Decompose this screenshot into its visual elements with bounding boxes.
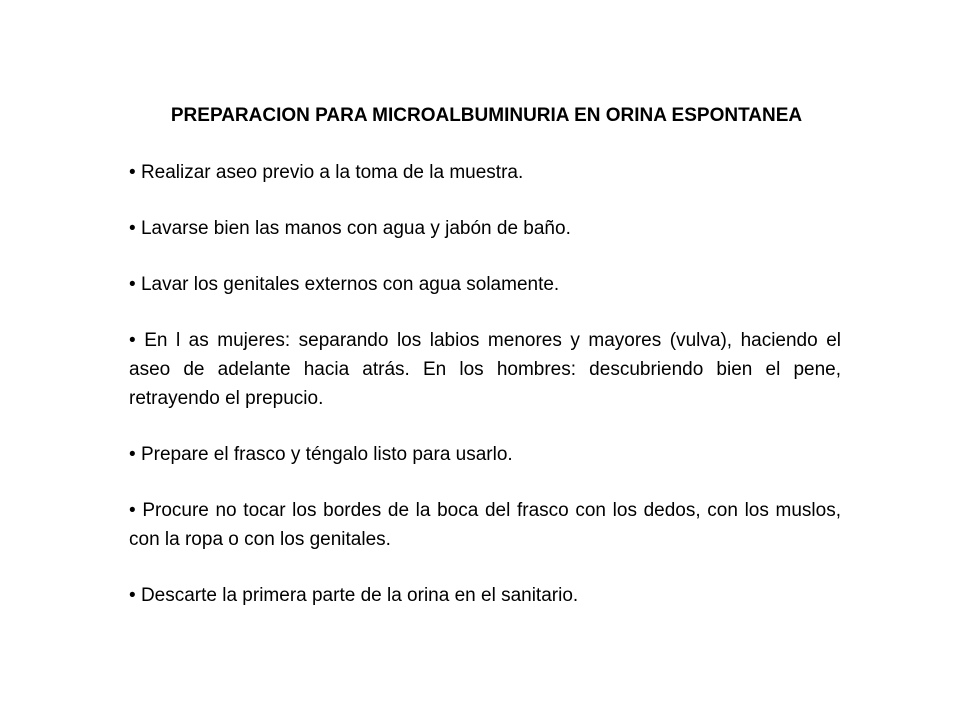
list-item-discard-first bbox=[129, 581, 841, 610]
list-item-text: En l as mujeres: separando los labios menores y mayores (vulva), haciendo el aseo de adelante hacia atrás. En los hombres: descubriendo bien el pene, retrayendo el prepucio. bbox=[129, 330, 842, 409]
list-item-text: Lavar los genitales externos con agua solamente. bbox=[140, 274, 560, 295]
list-item-text: Descarte la primera parte de la orina en el sanitario. bbox=[140, 585, 579, 606]
document-title: PREPARACION PARA MICROALBUMINURIA EN ORINA ESPONTANEA bbox=[170, 105, 803, 126]
list-item-text: Lavarse bien las manos con agua y jabón de baño. bbox=[140, 218, 571, 239]
list-item-hygiene bbox=[129, 158, 841, 187]
document-body bbox=[129, 101, 841, 610]
list-item-hands bbox=[129, 214, 841, 243]
bullet-icon: • bbox=[129, 162, 136, 183]
list-item-text: Procure no tocar los bordes de la boca del frasco con los dedos, con los muslos, con la ropa o con los genitales. bbox=[129, 500, 841, 550]
list-item-text: Realizar aseo previo a la toma de la muestra. bbox=[140, 162, 524, 183]
list-item-prepare-bottle bbox=[129, 440, 841, 469]
list-item-avoid-contact bbox=[129, 496, 841, 554]
bullet-icon: • bbox=[129, 444, 136, 465]
bullet-icon: • bbox=[129, 330, 136, 351]
list-item-genitals bbox=[129, 270, 841, 299]
bullet-icon: • bbox=[129, 500, 136, 521]
bullet-icon: • bbox=[129, 274, 136, 295]
list-item-technique bbox=[129, 326, 841, 413]
bullet-icon: • bbox=[129, 585, 136, 606]
instruction-list bbox=[129, 158, 841, 610]
bullet-icon: • bbox=[129, 218, 136, 239]
list-item-text: Prepare el frasco y téngalo listo para usarlo. bbox=[140, 444, 513, 465]
